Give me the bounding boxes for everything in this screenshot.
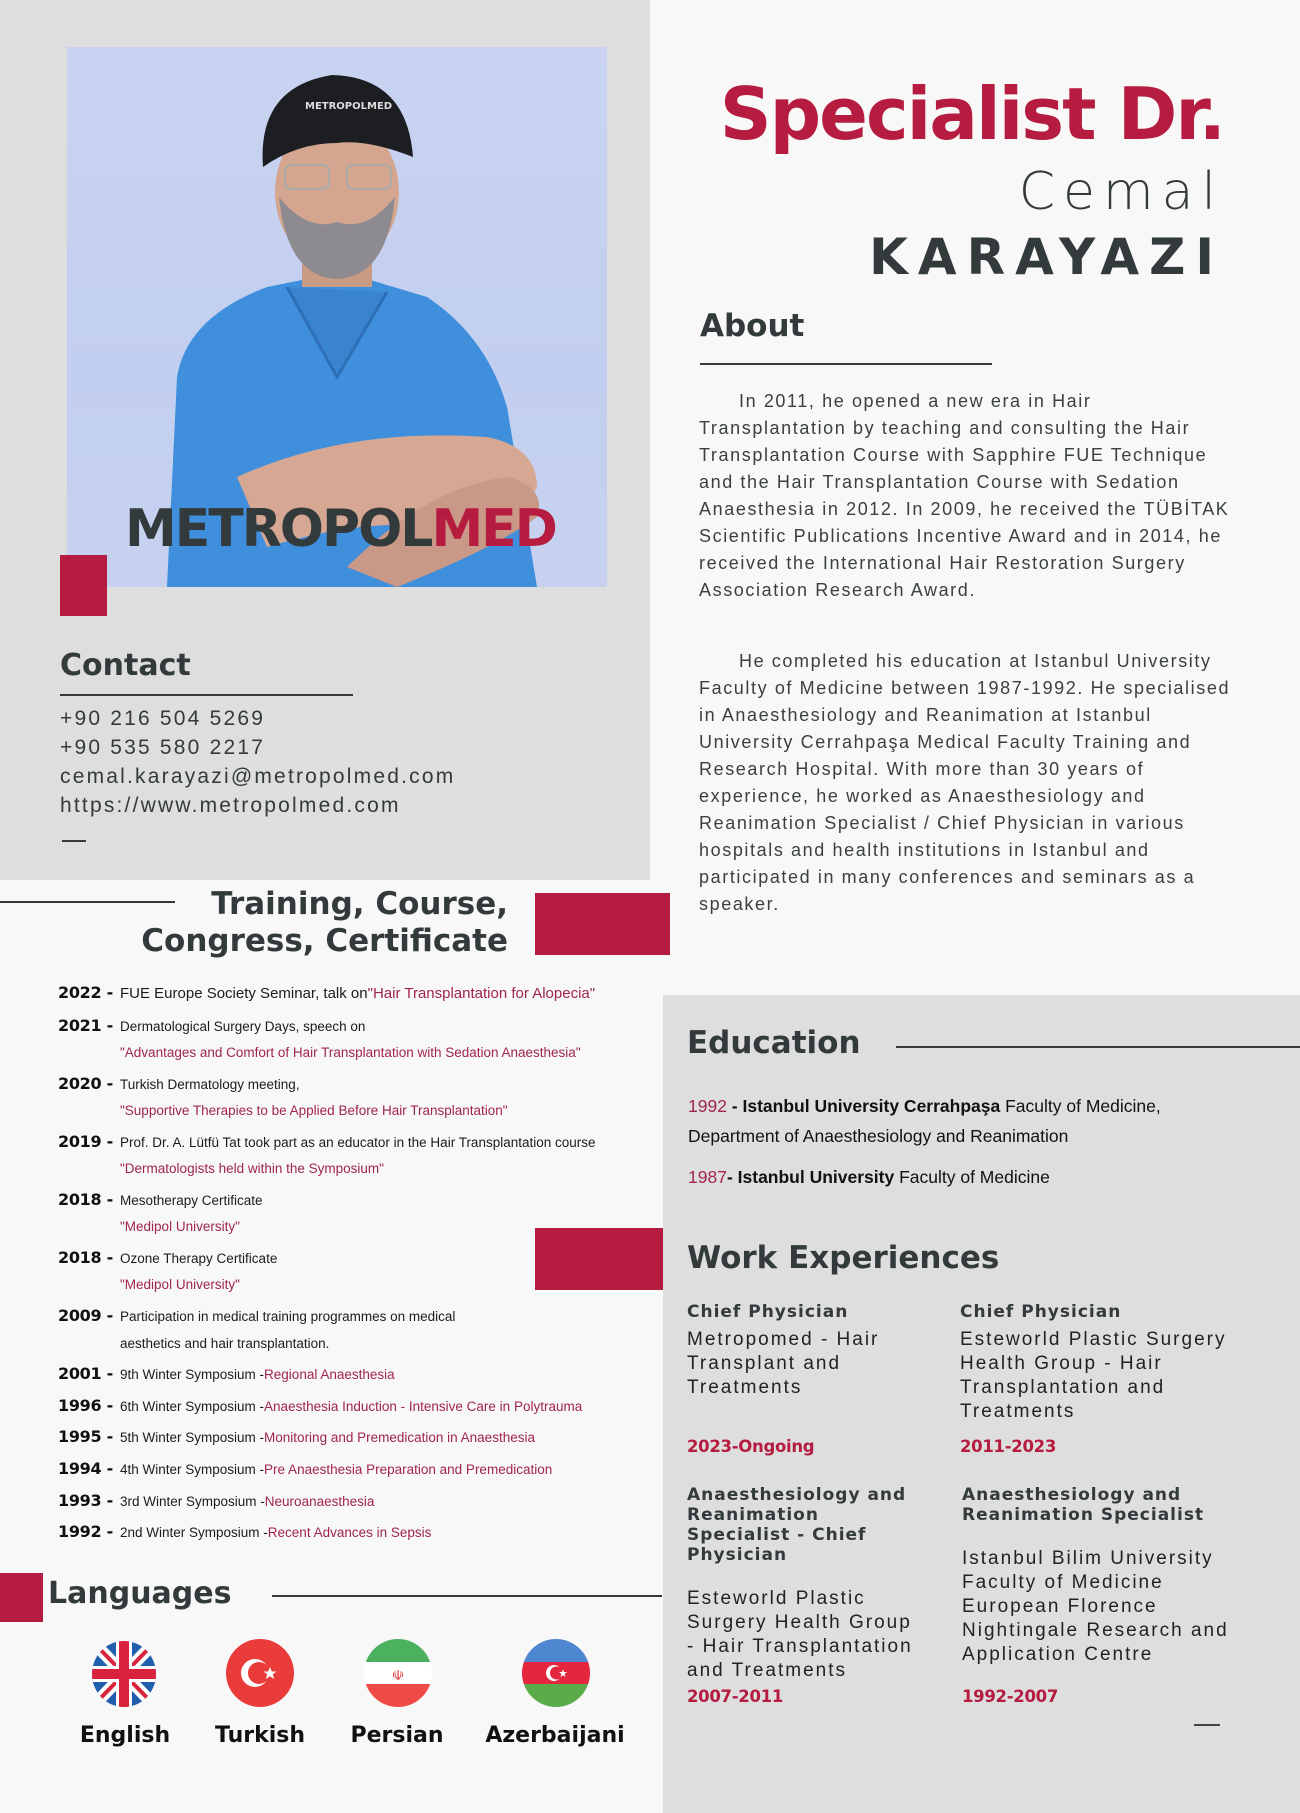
- profile-photo: [67, 47, 607, 587]
- work-organization: Istanbul Bilim University Faculty of Medicine European Florence Nightingale Research and Application Centre: [962, 1548, 1229, 1665]
- language-azerbaijani: Azerbaijani: [485, 1723, 625, 1748]
- azerbaijan-flag-icon: [522, 1639, 590, 1707]
- training-item: [58, 1190, 263, 1209]
- work-heading: Work Experiences: [687, 1240, 1000, 1276]
- accent-square-languages: [0, 1573, 43, 1622]
- education-detail: Faculty of Medicine,: [1000, 1096, 1161, 1116]
- about-heading: About: [700, 308, 805, 344]
- training-heading-line-2: Congress, Certificate: [141, 923, 508, 959]
- training-year: 2018 -: [58, 1190, 113, 1209]
- education-sep: -: [726, 1167, 738, 1187]
- training-text: 2nd Winter Symposium -: [120, 1525, 268, 1540]
- training-subtext: "Medipol University": [120, 1277, 240, 1292]
- accent-rect-training: [535, 893, 670, 955]
- language-persian: Persian: [350, 1723, 444, 1748]
- training-item: [58, 1427, 535, 1446]
- education-year: 1987: [688, 1167, 727, 1187]
- training-year: 1994 -: [58, 1459, 113, 1478]
- iran-flag-icon: [364, 1639, 432, 1707]
- metropolmed-logo: [125, 499, 556, 559]
- training-highlight: Anaesthesia Induction - Intensive Care in Polytrauma: [264, 1399, 583, 1414]
- training-text: Participation in medical training programmes on medical: [120, 1309, 456, 1324]
- training-item: [58, 1364, 395, 1383]
- training-item: [58, 1306, 455, 1325]
- training-heading-line-1: Training, Course,: [211, 886, 508, 922]
- work-organization: Metropomed - Hair Transplant and Treatments: [687, 1329, 880, 1398]
- training-item: [58, 1248, 277, 1267]
- training-highlight: "Hair Transplantation for Alopecia": [367, 985, 596, 1002]
- training-year: 1993 -: [58, 1491, 113, 1510]
- training-year: 2001 -: [58, 1364, 113, 1383]
- training-heading: [141, 886, 508, 960]
- contact-divider: [60, 694, 353, 696]
- work-role: Anaesthesiology and Reanimation Specialist - Chief Physician: [687, 1485, 907, 1565]
- training-item: [58, 983, 595, 1002]
- work-dates: 1992-2007: [962, 1687, 1058, 1706]
- accent-square-photo: [60, 555, 107, 616]
- training-text: 4th Winter Symposium -: [120, 1462, 265, 1477]
- uk-flag-icon: [92, 1641, 156, 1707]
- svg-text:☫: ☫: [391, 1668, 405, 1684]
- education-detail: Faculty of Medicine: [894, 1167, 1050, 1187]
- contact-heading: Contact: [60, 648, 191, 683]
- training-text: Mesotherapy Certificate: [120, 1193, 263, 1208]
- training-year: 1996 -: [58, 1396, 113, 1415]
- training-year: 2018 -: [58, 1248, 113, 1267]
- first-name: Cemal: [1018, 162, 1224, 222]
- languages-divider: [272, 1595, 662, 1597]
- training-year: 2020 -: [58, 1074, 113, 1093]
- training-item: [58, 1016, 365, 1035]
- training-highlight: Monitoring and Premedication in Anaesthesia: [264, 1430, 535, 1445]
- work-dates: 2007-2011: [687, 1687, 783, 1706]
- education-year: 1992: [688, 1096, 727, 1116]
- training-item: [58, 1459, 552, 1478]
- training-year: 2019 -: [58, 1132, 113, 1151]
- training-year: 1992 -: [58, 1522, 113, 1541]
- work-item: [962, 1485, 1252, 1667]
- work-organization: Esteworld Plastic Surgery Health Group - Hair Transplantation and Treatments: [687, 1588, 913, 1681]
- about-divider: [700, 363, 992, 365]
- title-prefix: Specialist Dr.: [719, 72, 1224, 156]
- turkey-flag-icon: [226, 1639, 294, 1707]
- training-highlight: Regional Anaesthesia: [264, 1367, 395, 1382]
- training-year: 1995 -: [58, 1427, 113, 1446]
- training-subtext: aesthetics and hair transplantation.: [120, 1336, 330, 1351]
- training-highlight: Pre Anaesthesia Preparation and Premedication: [264, 1462, 553, 1477]
- education-list: [688, 1096, 1161, 1188]
- training-text: Turkish Dermatology meeting,: [120, 1077, 300, 1092]
- svg-text:METROPOLMED: METROPOLMED: [305, 101, 393, 112]
- work-dates: 2011-2023: [960, 1437, 1056, 1456]
- work-role: Chief Physician: [687, 1302, 849, 1322]
- logo-red-part: MED: [431, 499, 556, 559]
- training-subtext: "Dermatologists held within the Symposium": [120, 1161, 384, 1176]
- languages-heading: Languages: [48, 1576, 232, 1611]
- training-text: 9th Winter Symposium -: [120, 1367, 265, 1382]
- training-text: 3rd Winter Symposium -: [120, 1494, 265, 1509]
- training-text: 6th Winter Symposium -: [120, 1399, 265, 1414]
- last-name: KARAYAZI: [869, 228, 1224, 286]
- training-item: [58, 1522, 431, 1541]
- education-heading: Education: [687, 1025, 861, 1061]
- training-item: [58, 1396, 582, 1415]
- training-year: 2021 -: [58, 1016, 113, 1035]
- education-item: [688, 1167, 1161, 1188]
- education-institution: Istanbul University Cerrahpaşa: [742, 1096, 1001, 1116]
- training-text: Ozone Therapy Certificate: [120, 1251, 278, 1266]
- language-turkish: Turkish: [214, 1723, 306, 1748]
- education-divider: [896, 1046, 1300, 1048]
- training-subtext: "Supportive Therapies to be Applied Before Hair Transplantation": [120, 1103, 508, 1118]
- work-item: [687, 1302, 927, 1400]
- training-item: [58, 1074, 300, 1093]
- education-item-line2: Department of Anaesthesiology and Reanimation: [688, 1126, 1069, 1146]
- contact-list: [60, 704, 455, 820]
- work-dash: [1194, 1724, 1220, 1726]
- training-item: [58, 1132, 596, 1151]
- training-text: 5th Winter Symposium -: [120, 1430, 265, 1445]
- phone-primary[interactable]: +90 216 504 5269: [60, 707, 266, 730]
- work-organization: Esteworld Plastic Surgery Health Group - Hair Transplantation and Treatments: [960, 1329, 1227, 1422]
- training-subtext: "Medipol University": [120, 1219, 240, 1234]
- email-link[interactable]: cemal.karayazi@metropolmed.com: [60, 765, 456, 788]
- training-text: Prof. Dr. A. Lütfü Tat took part as an educator in the Hair Transplantation course: [120, 1135, 596, 1150]
- training-item: [58, 1491, 374, 1510]
- training-highlight: Recent Advances in Sepsis: [267, 1525, 432, 1540]
- website-link[interactable]: https://www.metropolmed.com: [60, 794, 401, 817]
- work-role: Chief Physician: [960, 1302, 1122, 1322]
- training-year: 2009 -: [58, 1306, 113, 1325]
- training-text: Dermatological Surgery Days, speech on: [120, 1019, 366, 1034]
- training-subtext: "Advantages and Comfort of Hair Transplantation with Sedation Anaesthesia": [120, 1045, 581, 1060]
- about-paragraph-1: In 2011, he opened a new era in Hair Transplantation by teaching and consulting the Hair Transplantation Course with Sapphire FUE Technique and the Hair Transplantation Course with Sedation Anaesthesia in 2012. In 2009, he received the TÜBİTAK Scientific Publications Incentive Award and in 2014, he received the International Hair Restoration Surgery Association Research Award.: [699, 391, 1230, 600]
- accent-rect-mid: [535, 1228, 670, 1290]
- training-highlight: Neuroanaesthesia: [264, 1494, 375, 1509]
- education-institution: Istanbul University: [737, 1167, 895, 1187]
- language-english: English: [79, 1723, 171, 1748]
- education-sep: -: [726, 1096, 743, 1116]
- work-item: [960, 1302, 1250, 1424]
- phone-secondary[interactable]: +90 535 580 2217: [60, 736, 266, 759]
- logo-dark-part: METROPOL: [125, 499, 432, 559]
- work-dates: 2023-Ongoing: [687, 1437, 815, 1456]
- training-text: FUE Europe Society Seminar, talk on: [120, 985, 368, 1002]
- about-paragraph-2: He completed his education at Istanbul University Faculty of Medicine between 1987-1992. He specialised in Anaesthesiology and Reanimation at Istanbul University Cerrahpaşa Medical Faculty Training and Research Hospital. With more than 30 years of experience, he worked as Anaesthesiology and Reanimation Specialist / Chief Physician in various hospitals and health institutions in Istanbul and participated in many conferences and seminars as a speaker.: [699, 651, 1231, 914]
- contact-dash: [62, 840, 86, 842]
- training-year: 2022 -: [58, 983, 113, 1002]
- work-role: Anaesthesiology and Reanimation Specialist: [962, 1485, 1205, 1525]
- education-item: [688, 1096, 1161, 1117]
- work-item: [687, 1485, 927, 1683]
